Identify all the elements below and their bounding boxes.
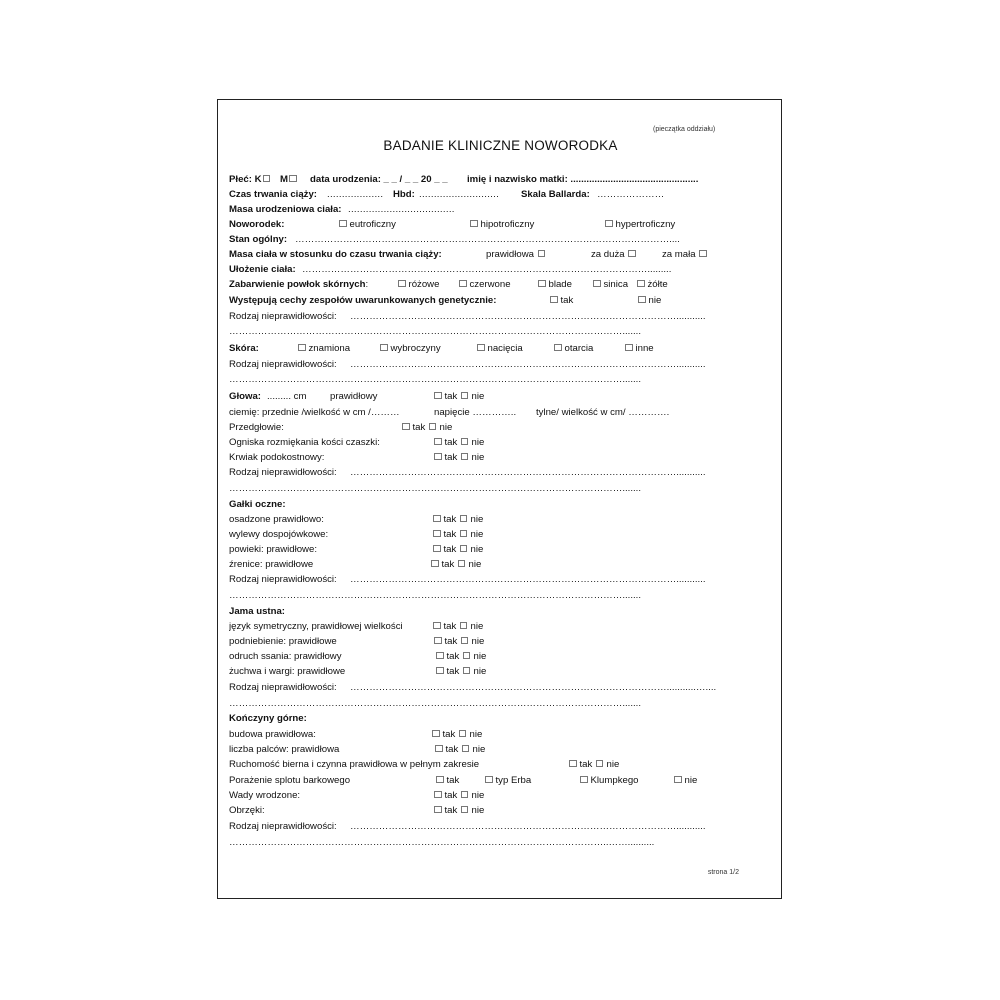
row-pregnancy <box>229 187 773 202</box>
forehead-no-checkbox[interactable] <box>429 423 437 431</box>
congenital-defects-label: Wady wrodzone: <box>229 790 301 801</box>
weight-small-label: za mała <box>662 249 696 260</box>
eyes-placement-no-checkbox[interactable] <box>460 515 468 523</box>
birthmarks-label: znamiona <box>308 343 351 354</box>
head-no-checkbox[interactable] <box>461 392 469 400</box>
row-head <box>229 389 773 404</box>
edema-yes-checkbox[interactable] <box>434 806 442 814</box>
sex-female-checkbox[interactable] <box>263 175 271 183</box>
row-palate <box>229 634 773 649</box>
eyes-placement-yes-label: tak <box>443 514 457 525</box>
head-circumference-field[interactable]: ......... cm <box>267 391 307 402</box>
row-congenital-defects <box>229 788 773 803</box>
jaundice-checkbox[interactable] <box>637 280 645 288</box>
row-fontanelle <box>229 405 773 420</box>
sex-label: Płeć: K <box>229 174 262 185</box>
sucking-reflex-label: odruch ssania: prawidłowy <box>229 651 342 662</box>
tongue-no-checkbox[interactable] <box>460 622 468 630</box>
mouth-abnormality-label: Rodzaj nieprawidłowości: <box>229 682 337 693</box>
row-eyes-placement <box>229 512 773 527</box>
upper-limbs-label: Kończyny górne: <box>229 713 307 724</box>
finger-count-label: liczba palców: prawidłowa <box>229 744 340 755</box>
cephalhematoma-yes-checkbox[interactable] <box>434 453 442 461</box>
eyes-abnormality-field-2[interactable]: ……………………………………………………………………………………………………………....... <box>229 590 642 601</box>
mouth-abnormality-field[interactable]: ………………………………………………………………………………………...........….... <box>350 682 717 693</box>
skin-abnormality-field[interactable]: …………………………………………………………………………………………........... <box>350 359 706 370</box>
ward-stamp-placeholder: (pieczątka oddziału) <box>653 126 716 133</box>
jaw-no-checkbox[interactable] <box>463 667 471 675</box>
row-eyes-abnormality-cont <box>229 588 773 603</box>
mobility-no-label: nie <box>606 759 620 770</box>
mobility-label: Ruchomość bierna i czynna prawidłowa w pełnym zakresie <box>229 759 480 770</box>
palate-label: podniebienie: prawidłowe <box>229 636 337 647</box>
genetic-no-checkbox[interactable] <box>638 296 646 304</box>
mouth-abnormality-field-2[interactable]: ……………………………………………………………………………………………………………....... <box>229 698 642 709</box>
anterior-fontanelle-field[interactable]: ciemię: przednie /wielkość w cm /……… <box>229 407 400 418</box>
eyes-placement-no-label: nie <box>470 514 484 525</box>
craniotabes-no-label: nie <box>471 437 485 448</box>
limbs-abnormality-label: Rodzaj nieprawidłowości: <box>229 821 337 832</box>
skin-color-label: Zabarwienie powłok skórnych <box>229 279 366 290</box>
fingers-no-checkbox[interactable] <box>462 745 470 753</box>
forehead-yes-label: tak <box>412 422 426 433</box>
eyelids-yes-label: tak <box>443 544 457 555</box>
birthmarks-checkbox[interactable] <box>298 344 306 352</box>
row-skin-abnormality <box>229 357 773 372</box>
eyes-placement-label: osadzone prawidłowo: <box>229 514 324 525</box>
body-position-field[interactable]: ………………………………………………………………………………………………......... <box>302 264 672 275</box>
pale-checkbox[interactable] <box>538 280 546 288</box>
sucking-no-checkbox[interactable] <box>463 652 471 660</box>
hypotrophic-checkbox[interactable] <box>470 220 478 228</box>
craniotabes-yes-label: tak <box>444 437 458 448</box>
conjunctival-yes-label: tak <box>443 529 457 540</box>
row-eyes-abnormality <box>229 572 773 587</box>
row-finger-count <box>229 742 773 757</box>
skin-label: Skóra: <box>229 343 259 354</box>
tongue-yes-label: tak <box>443 621 457 632</box>
row-body-position <box>229 262 773 277</box>
pupils-yes-label: tak <box>441 559 455 570</box>
head-label: Głowa: <box>229 391 261 402</box>
edema-yes-label: tak <box>444 805 458 816</box>
row-limb-structure <box>229 727 773 742</box>
tongue-no-label: nie <box>470 621 484 632</box>
row-conjunctival-hemorrhage <box>229 527 773 542</box>
row-craniotabes <box>229 435 773 450</box>
abrasions-checkbox[interactable] <box>554 344 562 352</box>
conjunctival-hemorrhage-label: wylewy dospojówkowe: <box>229 529 329 540</box>
sucking-no-label: nie <box>473 651 487 662</box>
sucking-yes-label: tak <box>446 651 460 662</box>
conjunctival-no-label: nie <box>470 529 484 540</box>
row-sex-birthdate <box>229 172 773 187</box>
eyes-placement-yes-checkbox[interactable] <box>433 515 441 523</box>
genetic-yes-checkbox[interactable] <box>550 296 558 304</box>
defects-yes-checkbox[interactable] <box>434 791 442 799</box>
row-mouth <box>229 604 773 619</box>
klumpke-checkbox[interactable] <box>580 776 588 784</box>
erb-checkbox[interactable] <box>485 776 493 784</box>
red-label: czerwone <box>469 279 511 290</box>
erb-label: typ Erba <box>495 775 532 786</box>
general-state-label: Stan ogólny: <box>229 234 288 245</box>
general-abnormality-label: Rodzaj nieprawidłowości: <box>229 311 337 322</box>
eyelids-no-label: nie <box>470 544 484 555</box>
sex-male-checkbox[interactable] <box>289 175 297 183</box>
limb-structure-label: budowa prawidłowa: <box>229 729 316 740</box>
sex-m-label: M <box>280 174 288 185</box>
body-position-label: Ułożenie ciała: <box>229 264 296 275</box>
pink-label: różowe <box>408 279 440 290</box>
mouth-label: Jama ustna: <box>229 606 285 617</box>
pink-checkbox[interactable] <box>398 280 406 288</box>
tension-field[interactable]: napięcie ………….. <box>434 407 517 418</box>
limbs-abnormality-field[interactable]: …………………………………………………………………………………………........... <box>350 821 706 832</box>
edema-no-checkbox[interactable] <box>461 806 469 814</box>
tongue-label: język symetryczny, prawidłowej wielkości <box>229 621 403 632</box>
form-title: BADANIE KLINICZNE NOWORODKA <box>383 138 618 153</box>
row-pupils <box>229 557 773 572</box>
pupils-yes-checkbox[interactable] <box>431 560 439 568</box>
tongue-yes-checkbox[interactable] <box>433 622 441 630</box>
genetic-features-label: Występują cechy zespołów uwarunkowanych genetycznie: <box>229 295 497 306</box>
skin-abnormality-label: Rodzaj nieprawidłowości: <box>229 359 337 370</box>
jaw-lips-label: żuchwa i wargi: prawidłowe <box>229 666 346 677</box>
row-mouth-abnormality <box>229 680 773 695</box>
conjunctival-no-checkbox[interactable] <box>460 530 468 538</box>
genetic-no-label: nie <box>648 295 662 306</box>
row-jaw-lips <box>229 664 773 679</box>
palsy-no-label: nie <box>684 775 698 786</box>
hypertrophic-checkbox[interactable] <box>605 220 613 228</box>
row-general-abnormality-cont <box>229 324 773 339</box>
eyes-label: Gałki oczne: <box>229 499 286 510</box>
mother-name-field[interactable]: imię i nazwisko matki: ................................................ <box>467 174 699 185</box>
row-eyes <box>229 497 773 512</box>
defects-no-checkbox[interactable] <box>461 791 469 799</box>
row-sucking-reflex <box>229 649 773 664</box>
row-edema <box>229 803 773 818</box>
cephalhematoma-label: Krwiak podokostnowy: <box>229 452 325 463</box>
genetic-yes-label: tak <box>560 295 574 306</box>
head-no-label: nie <box>471 391 485 402</box>
row-newborn-type <box>229 217 773 232</box>
head-yes-checkbox[interactable] <box>434 392 442 400</box>
row-genetic-features <box>229 293 773 308</box>
forehead-yes-checkbox[interactable] <box>402 423 410 431</box>
row-birth-weight <box>229 202 773 217</box>
skin-other-checkbox[interactable] <box>625 344 633 352</box>
weight-for-age-label: Masa ciała w stosunku do czasu trwania ciąży: <box>229 249 442 260</box>
cephalhematoma-no-checkbox[interactable] <box>461 453 469 461</box>
weight-large-checkbox[interactable] <box>628 250 636 258</box>
cephalhematoma-no-label: nie <box>471 452 485 463</box>
row-general-state <box>229 232 773 247</box>
palsy-no-checkbox[interactable] <box>674 776 682 784</box>
exam-form-page <box>217 99 782 899</box>
weight-small-checkbox[interactable] <box>699 250 707 258</box>
craniotabes-no-checkbox[interactable] <box>461 438 469 446</box>
edema-label: Obrzęki: <box>229 805 265 816</box>
row-skin <box>229 341 773 356</box>
pupils-label: źrenice: prawidłowe <box>229 559 314 570</box>
row-general-abnormality <box>229 309 773 324</box>
skin-abnormality-field-2[interactable]: ……………………………………………………………………………………………………………....... <box>229 374 642 385</box>
hypertrophic-label: hypertroficzny <box>615 219 676 230</box>
row-upper-limbs <box>229 711 773 726</box>
ballard-label: Skala Ballarda: <box>521 189 590 200</box>
structure-yes-label: tak <box>442 729 456 740</box>
head-abnormality-label: Rodzaj nieprawidłowości: <box>229 467 337 478</box>
palate-no-checkbox[interactable] <box>461 637 469 645</box>
structure-no-checkbox[interactable] <box>459 730 467 738</box>
incisions-label: nacięcia <box>487 343 523 354</box>
pale-label: blade <box>548 279 572 290</box>
cyanosis-checkbox[interactable] <box>593 280 601 288</box>
craniotabes-label: Ogniska rozmiękania kości czaszki: <box>229 437 380 448</box>
cyanosis-label: sinica <box>603 279 629 290</box>
row-skin-abnormality-cont <box>229 372 773 387</box>
fingers-yes-checkbox[interactable] <box>435 745 443 753</box>
fingers-no-label: nie <box>472 744 486 755</box>
birth-weight-label: Masa urodzeniowa ciała: <box>229 204 342 215</box>
general-abnormality-field-2[interactable]: ……………………………………………………………………………………………………………....... <box>229 326 642 337</box>
brachial-palsy-label: Porażenie splotu barkowego <box>229 775 351 786</box>
palsy-yes-checkbox[interactable] <box>436 776 444 784</box>
row-cephalhematoma <box>229 450 773 465</box>
eyelids-yes-checkbox[interactable] <box>433 545 441 553</box>
pregnancy-duration-field[interactable]: ................... <box>327 189 384 200</box>
general-state-field[interactable]: ……………………………………………………………………………………………………….... <box>295 234 680 245</box>
eutrophic-label: eutroficzny <box>349 219 396 230</box>
eyelids-no-checkbox[interactable] <box>460 545 468 553</box>
weight-normal-label: prawidłowa <box>486 249 534 260</box>
petechiae-label: wybroczyny <box>390 343 441 354</box>
petechiae-checkbox[interactable] <box>380 344 388 352</box>
row-skin-color <box>229 277 773 292</box>
birth-date-field[interactable]: data urodzenia: _ _ / _ _ 20 _ _ <box>310 174 448 185</box>
weight-large-label: za duża <box>591 249 625 260</box>
eyes-abnormality-field[interactable]: …………………………………………………………………………………………........... <box>350 574 706 585</box>
defects-no-label: nie <box>471 790 485 801</box>
row-limbs-abnormality <box>229 819 773 834</box>
hbd-field[interactable]: ........................... <box>419 189 500 200</box>
limbs-abnormality-field-2[interactable]: ………………………………………………………………………………………………………..…….......... <box>229 837 655 848</box>
forehead-label: Przedgłowie: <box>229 422 284 433</box>
hypotrophic-label: hipotroficzny <box>480 219 535 230</box>
row-brachial-palsy <box>229 773 773 788</box>
ballard-field[interactable]: ………………… <box>597 189 665 200</box>
jaw-no-label: nie <box>473 666 487 677</box>
sucking-yes-checkbox[interactable] <box>436 652 444 660</box>
row-limbs-abnormality-cont <box>229 835 773 850</box>
eyes-abnormality-label: Rodzaj nieprawidłowości: <box>229 574 337 585</box>
red-checkbox[interactable] <box>459 280 467 288</box>
pupils-no-checkbox[interactable] <box>458 560 466 568</box>
forehead-no-label: nie <box>439 422 453 433</box>
birth-weight-field[interactable]: .................................... <box>348 204 455 215</box>
palsy-yes-label: tak <box>446 775 460 786</box>
klumpke-label: Klumpkego <box>590 775 639 786</box>
row-weight-for-age <box>229 247 773 262</box>
skin-other-label: inne <box>635 343 654 354</box>
cephalhematoma-yes-label: tak <box>444 452 458 463</box>
posterior-fontanelle-field[interactable]: tylne/ wielkość w cm/ …………. <box>536 407 670 418</box>
palate-no-label: nie <box>471 636 485 647</box>
palate-yes-label: tak <box>444 636 458 647</box>
mobility-yes-checkbox[interactable] <box>569 760 577 768</box>
row-head-abnormality-cont <box>229 481 773 496</box>
head-abnormality-field-2[interactable]: ……………………………………………………………………………………………………………....... <box>229 483 642 494</box>
row-head-abnormality <box>229 465 773 480</box>
structure-yes-checkbox[interactable] <box>432 730 440 738</box>
row-forehead <box>229 420 773 435</box>
row-mobility <box>229 757 773 772</box>
head-abnormality-field[interactable]: …………………………………………………………………………………………........... <box>350 467 706 478</box>
structure-no-label: nie <box>469 729 483 740</box>
palate-yes-checkbox[interactable] <box>434 637 442 645</box>
jaw-yes-label: tak <box>446 666 460 677</box>
pupils-no-label: nie <box>468 559 482 570</box>
head-yes-label: tak <box>444 391 458 402</box>
jaundice-label: żółte <box>647 279 668 290</box>
craniotabes-yes-checkbox[interactable] <box>434 438 442 446</box>
jaw-yes-checkbox[interactable] <box>436 667 444 675</box>
hbd-label: Hbd: <box>393 189 415 200</box>
abrasions-label: otarcia <box>564 343 594 354</box>
row-eyelids <box>229 542 773 557</box>
general-abnormality-field[interactable]: …………………………………………………………………………………………........... <box>350 311 706 322</box>
pregnancy-duration-label: Czas trwania ciąży: <box>229 189 317 200</box>
incisions-checkbox[interactable] <box>477 344 485 352</box>
newborn-label: Noworodek: <box>229 219 285 230</box>
mobility-no-checkbox[interactable] <box>596 760 604 768</box>
page-number: strona 1/2 <box>707 869 739 876</box>
fingers-yes-label: tak <box>445 744 459 755</box>
row-tongue <box>229 619 773 634</box>
weight-normal-checkbox[interactable] <box>538 250 546 258</box>
defects-yes-label: tak <box>444 790 458 801</box>
row-mouth-abnormality-cont <box>229 696 773 711</box>
skin-color-colon: : <box>365 279 369 290</box>
eutrophic-checkbox[interactable] <box>339 220 347 228</box>
head-normal-label: prawidłowy <box>330 391 378 402</box>
conjunctival-yes-checkbox[interactable] <box>433 530 441 538</box>
mobility-yes-label: tak <box>579 759 593 770</box>
edema-no-label: nie <box>471 805 485 816</box>
eyelids-label: powieki: prawidłowe: <box>229 544 317 555</box>
